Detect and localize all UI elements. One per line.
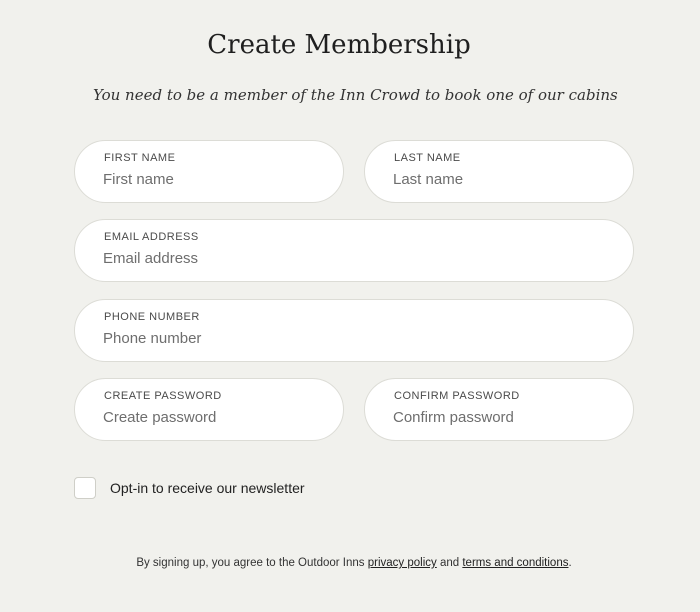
email-input[interactable]: [103, 250, 605, 267]
create-password-field[interactable]: [74, 378, 344, 441]
newsletter-label[interactable]: Opt-in to receive our newsletter: [110, 480, 305, 496]
first-name-label: FIRST NAME: [104, 152, 176, 164]
terms-link[interactable]: terms and conditions: [462, 557, 569, 569]
phone-field[interactable]: [74, 299, 634, 362]
privacy-policy-link[interactable]: privacy policy: [367, 557, 437, 569]
first-name-field[interactable]: [74, 140, 344, 203]
page-subtitle: You need to be a member of the Inn Crowd to book one of our cabins: [93, 86, 618, 104]
email-label: EMAIL ADDRESS: [104, 231, 199, 243]
last-name-label: LAST NAME: [394, 152, 461, 164]
last-name-input[interactable]: [393, 171, 605, 188]
legal-suffix: .: [568, 557, 572, 569]
create-password-label: CREATE PASSWORD: [104, 390, 222, 402]
confirm-password-field[interactable]: [364, 378, 634, 441]
page-title: Create Membership: [207, 30, 471, 60]
create-password-input[interactable]: [103, 409, 315, 426]
confirm-password-label: CONFIRM PASSWORD: [394, 390, 520, 402]
legal-prefix: By signing up, you agree to the Outdoor Inns: [136, 557, 368, 569]
last-name-field[interactable]: [364, 140, 634, 203]
email-field[interactable]: [74, 219, 634, 282]
phone-input[interactable]: [103, 330, 605, 347]
phone-label: PHONE NUMBER: [104, 311, 200, 323]
newsletter-row: [74, 477, 305, 499]
legal-middle: and: [436, 557, 463, 569]
confirm-password-input[interactable]: [393, 409, 605, 426]
legal-notice: [0, 557, 700, 569]
newsletter-checkbox[interactable]: [74, 477, 96, 499]
first-name-input[interactable]: [103, 171, 315, 188]
